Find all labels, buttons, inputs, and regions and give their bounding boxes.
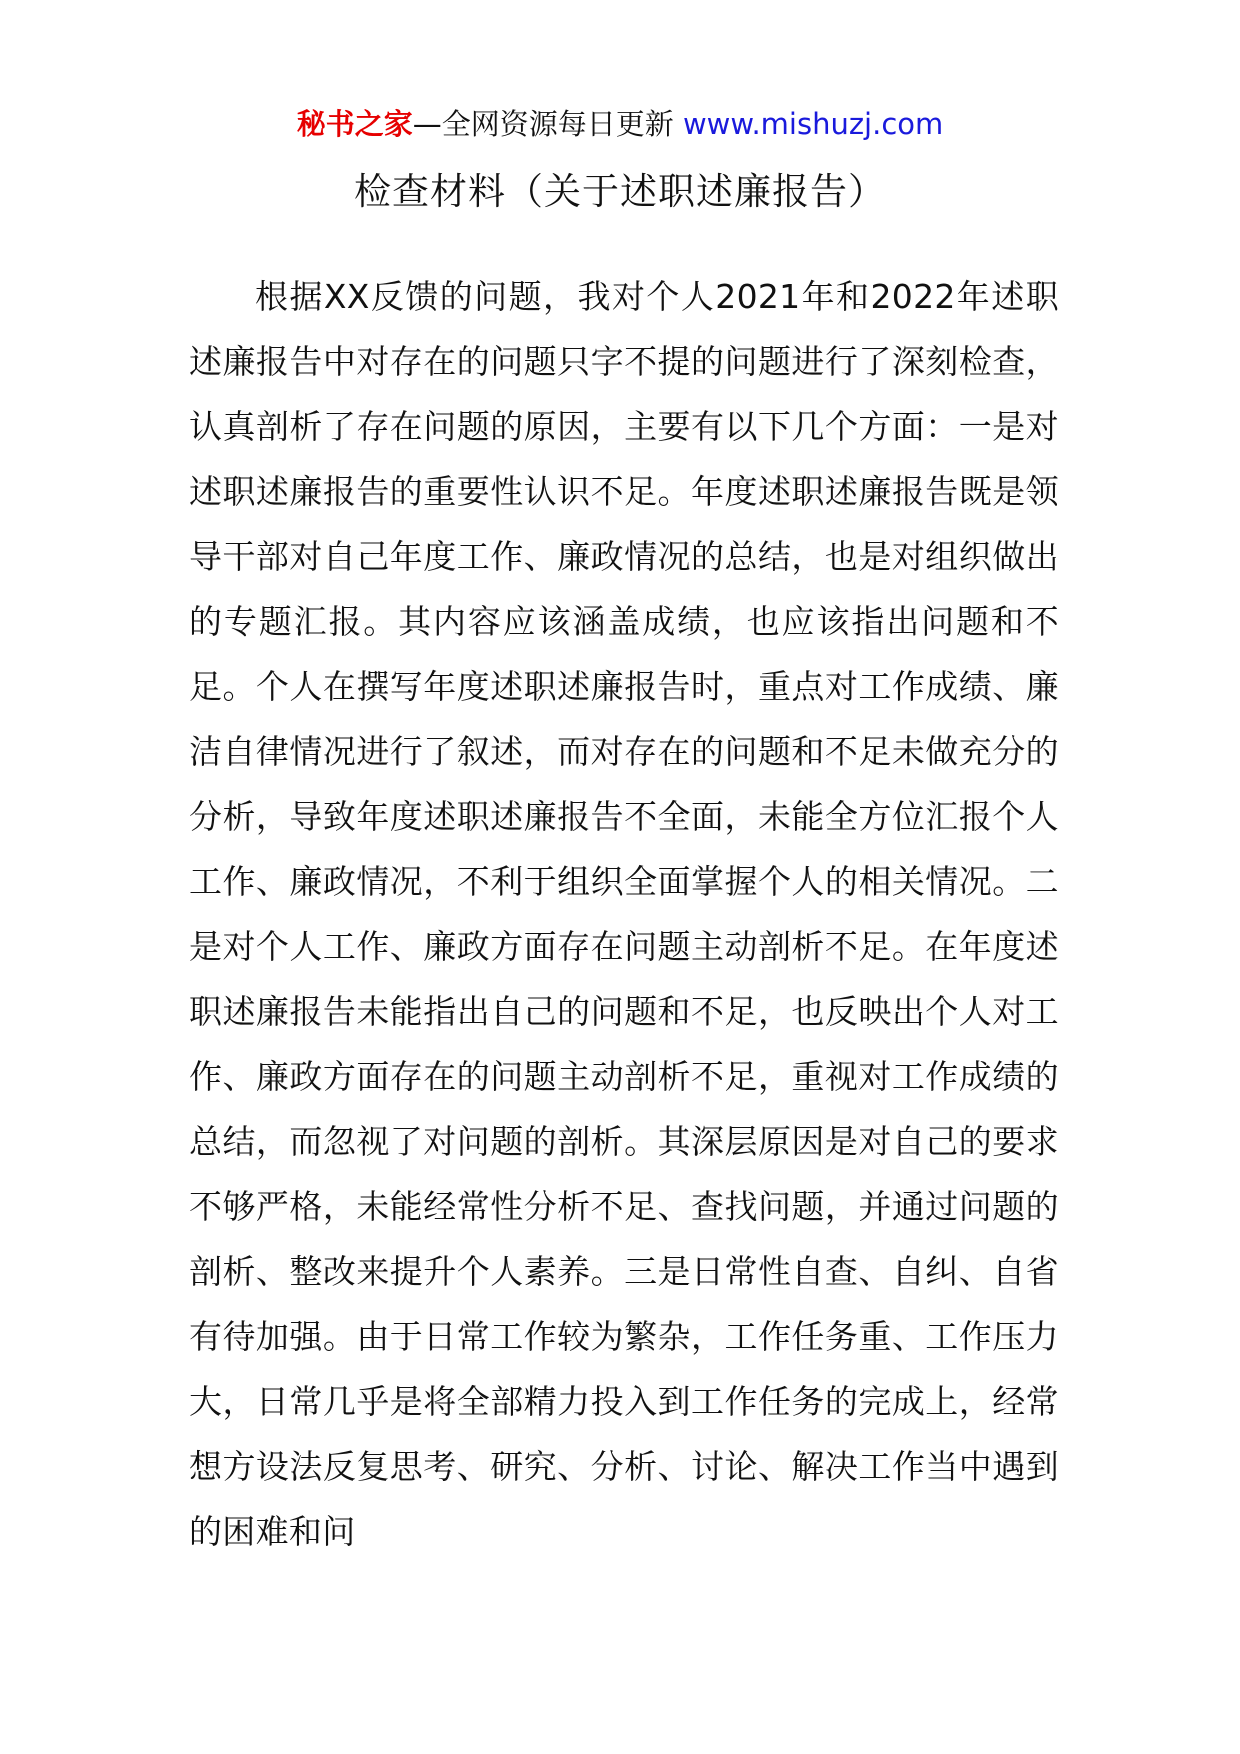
- site-brand: 秘书之家: [296, 107, 413, 141]
- document-body-paragraph: 根据XX反馈的问题，我对个人2021年和2022年述职述廉报告中对存在的问题只字不提的问题进行了深刻检查，认真剖析了存在问题的原因，主要有以下几个方面：一是对述职述廉报告的重要性认识不足。年度述职述廉报告既是领导干部对自己年度工作、廉政情况的总结，也是对组织做出的专题汇报。其内容应该涵盖成绩，也应该指出问题和不足。个人在撰写年度述职述廉报告时，重点对工作成绩、廉洁自律情况进行了叙述，而对存在的问题和不足未做充分的分析，导致年度述职述廉报告不全面，未能全方位汇报个人工作、廉政情况，不利于组织全面掌握个人的相关情况。二是对个人工作、廉政方面存在问题主动剖析不足。在年度述职述廉报告未能指出自己的问题和不足，也反映出个人对工作、廉政方面存在的问题主动剖析不足，重视对工作成绩的总结，而忽视了对问题的剖析。其深层原因是对自己的要求不够严格，未能经常性分析不足、查找问题，并通过问题的剖析、整改来提升个人素养。三是日常性自查、自纠、自省有待加强。由于日常工作较为繁杂，工作任务重、工作压力大，日常几乎是将全部精力投入到工作任务的完成上，经常想方设法反复思考、研究、分析、讨论、解决工作当中遇到的困难和问: [189, 277, 1059, 1551]
- site-url-link[interactable]: www.mishuzj.com: [682, 107, 944, 141]
- document-title: 检查材料（关于述职述廉报告）: [354, 170, 886, 213]
- site-tagline: —全网资源每日更新: [412, 107, 674, 141]
- site-header: [0, 104, 1240, 144]
